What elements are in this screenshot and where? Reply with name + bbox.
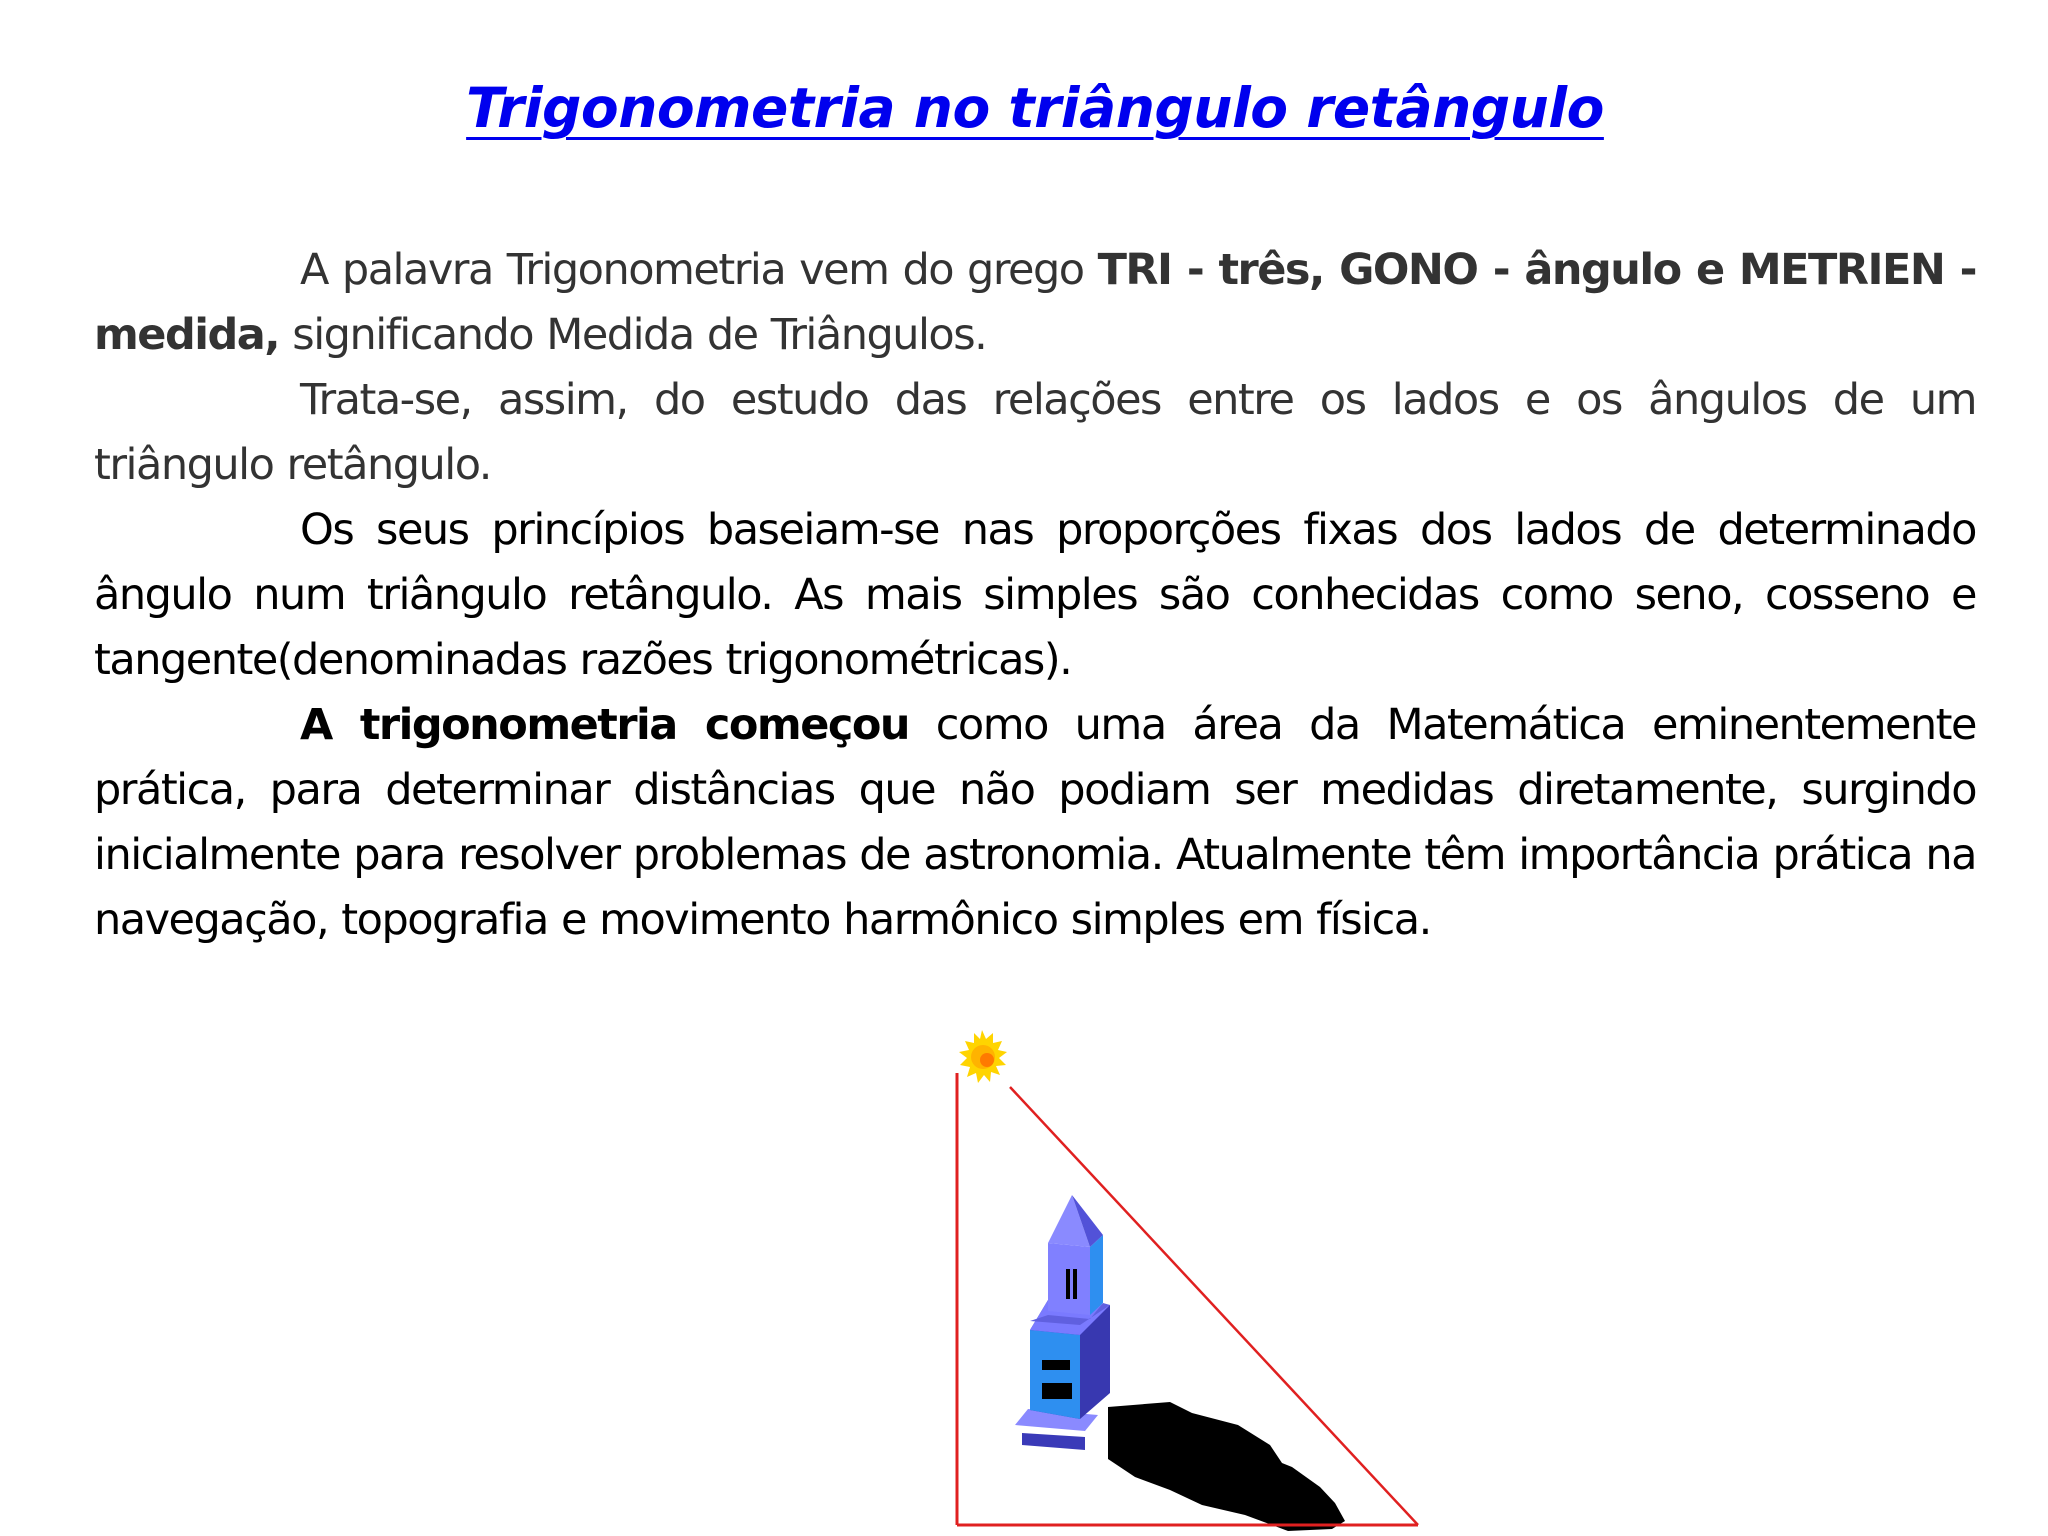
shadow-icon: [1108, 1402, 1345, 1531]
document-body: [94, 238, 1976, 953]
paragraph-definition: [94, 368, 1976, 498]
sun-icon: [959, 1030, 1007, 1083]
paragraph-text: A palavra Trigonometria vem do grego: [300, 245, 1098, 295]
tower-shadow-figure: [940, 1025, 1440, 1536]
paragraph-text: significando Medida de Triângulos.: [279, 310, 987, 360]
paragraph-etymology: [94, 238, 1976, 368]
bold-etymology: TRI - três, GONO - ângulo e METRIEN - medida,: [94, 245, 1976, 360]
paragraph-text: Os seus princípios baseiam-se nas proporções fixas dos lados de determinado ângulo num triângulo retângulo. As mais simples são conhecidas como seno, cosseno e tangente(denominadas razões trigonométricas).: [94, 505, 1976, 685]
page-title: Trigonometria no triângulo retângulo: [466, 76, 1604, 140]
paragraph-text: como uma área da Matemática eminentemente prática, para determinar distâncias que não podiam ser medidas diretamente, surgindo inicialmente para resolver problemas de astronomia. Atualmente têm importância prática na navegação, topografia e movimento harmônico simples em física.: [94, 700, 1976, 945]
tower-icon: [1015, 1195, 1110, 1450]
paragraph-text: Trata-se, assim, do estudo das relações entre os lados e os ângulos de um triângulo retângulo.: [94, 375, 1976, 490]
bold-history: A trigonometria começou: [300, 700, 910, 750]
paragraph-principles: [94, 498, 1976, 693]
paragraph-history: [94, 693, 1976, 953]
